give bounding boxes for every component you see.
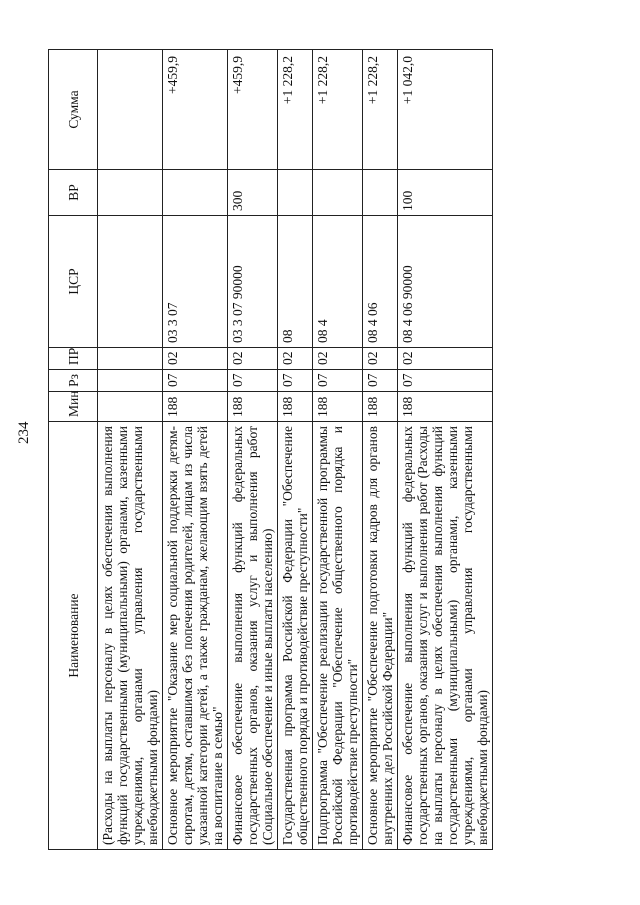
rotated-page: [48, 50, 610, 850]
header-rz: Рз: [49, 370, 98, 392]
row-min: 188: [313, 392, 363, 422]
row-vr: [363, 170, 398, 216]
row-sum: +459,9: [228, 50, 278, 170]
row-name: Основное мероприятие "Оказание мер социальной поддержки детям-сиротам, детям, оставшимся без попечения родителей, лицам из числа указанной категории детей, а также гражданам, желающим взять детей на воспитание в семью": [163, 422, 228, 850]
row-sum: +1 228,2: [313, 50, 363, 170]
row-min: 188: [363, 392, 398, 422]
table-row: [278, 50, 313, 850]
row-rz: 07: [278, 370, 313, 392]
row-csr: [98, 216, 163, 348]
row-csr: 08 4 06: [363, 216, 398, 348]
row-min: 188: [278, 392, 313, 422]
header-min: Мин: [49, 392, 98, 422]
row-csr: 03 3 07 90000: [228, 216, 278, 348]
row-vr: [313, 170, 363, 216]
row-sum: +1 228,2: [278, 50, 313, 170]
table-row: [398, 50, 493, 850]
row-sum: [98, 50, 163, 170]
row-csr: 03 3 07: [163, 216, 228, 348]
row-pr: 02: [398, 348, 493, 370]
row-csr: 08: [278, 216, 313, 348]
header-sum: Сумма: [49, 50, 98, 170]
row-rz: 07: [398, 370, 493, 392]
row-rz: 07: [313, 370, 363, 392]
table-row: [163, 50, 228, 850]
row-pr: 02: [163, 348, 228, 370]
row-pr: 02: [228, 348, 278, 370]
row-pr: 02: [278, 348, 313, 370]
table-header-row: [49, 50, 98, 850]
header-csr: ЦСР: [49, 216, 98, 348]
row-rz: [98, 370, 163, 392]
row-sum: +459,9: [163, 50, 228, 170]
header-vr: ВР: [49, 170, 98, 216]
row-csr: 08 4 06 90000: [398, 216, 493, 348]
row-vr: 100: [398, 170, 493, 216]
row-pr: 02: [363, 348, 398, 370]
row-rz: 07: [163, 370, 228, 392]
page-number: 234: [16, 421, 32, 444]
row-min: 188: [163, 392, 228, 422]
row-name: (Расходы на выплаты персоналу в целях обеспечения выполнения функций государственными (муниципальными) органами, казенными учреждениями, органами управления государственными внебюджетными фондами): [98, 422, 163, 850]
row-csr: 08 4: [313, 216, 363, 348]
header-pr: ПР: [49, 348, 98, 370]
row-rz: 07: [228, 370, 278, 392]
row-name: Основное мероприятие "Обеспечение подготовки кадров для органов внутренних дел Российской Федерации": [363, 422, 398, 850]
row-pr: 02: [313, 348, 363, 370]
table-row: [228, 50, 278, 850]
row-sum: +1 228,2: [363, 50, 398, 170]
header-name: Наименование: [49, 422, 98, 850]
row-min: [98, 392, 163, 422]
row-vr: [163, 170, 228, 216]
row-min: 188: [228, 392, 278, 422]
row-name: Государственная программа Российской Федерации "Обеспечение общественного порядка и противодействие преступности": [278, 422, 313, 850]
table-row: [313, 50, 363, 850]
row-name: Финансовое обеспечение выполнения функций федеральных государственных органов, оказания услуг и выполнения работ (Социальное обеспечение и иные выплаты населению): [228, 422, 278, 850]
row-vr: [98, 170, 163, 216]
row-vr: [278, 170, 313, 216]
row-rz: 07: [363, 370, 398, 392]
row-min: 188: [398, 392, 493, 422]
row-pr: [98, 348, 163, 370]
table-row: [98, 50, 163, 850]
row-sum: +1 042,0: [398, 50, 493, 170]
row-name: Финансовое обеспечение выполнения функций федеральных государственных органов, оказания услуг и выполнения работ (Расходы на выплаты персоналу в целях обеспечения выполнения функций государственными (муниципальными) органами, казенными учреждениями, органами управления государственными внебюджетными фондами): [398, 422, 493, 850]
row-vr: 300: [228, 170, 278, 216]
budget-table: [48, 49, 493, 850]
row-name: Подпрограмма "Обеспечение реализации государственной программы Российской Федерации "Обеспечение общественного порядка и противодействие преступности": [313, 422, 363, 850]
table-row: [363, 50, 398, 850]
